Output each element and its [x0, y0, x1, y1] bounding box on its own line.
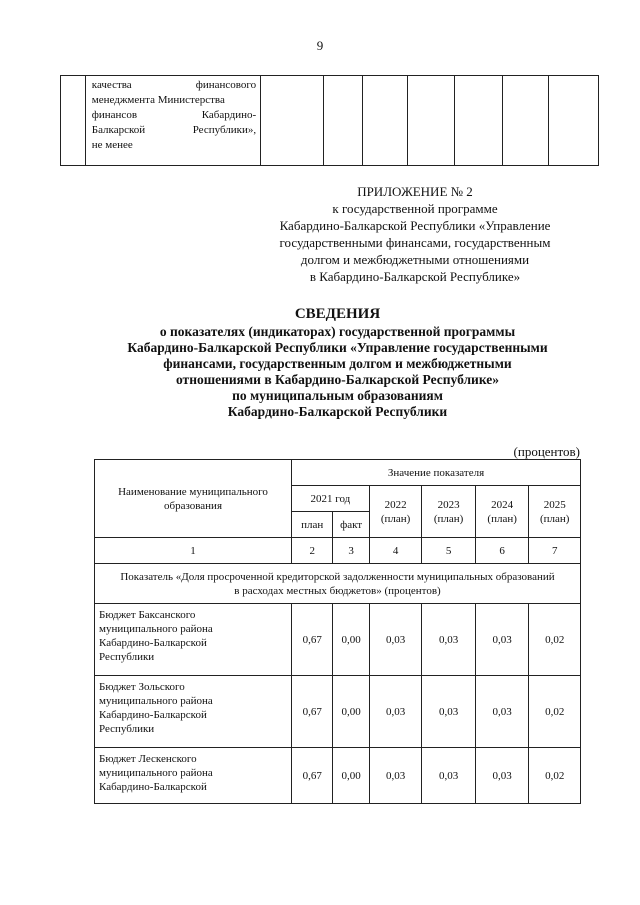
name-line: Кабардино-Балкарской: [99, 781, 207, 793]
name-line: Бюджет Баксанского: [99, 609, 196, 621]
table-cell: [455, 76, 503, 166]
municipality-name: [95, 748, 292, 804]
year-label: 2023: [437, 498, 460, 511]
header-plan: план: [292, 512, 333, 538]
name-line: муниципального района: [99, 767, 213, 779]
text-line: качества финансового: [91, 79, 257, 91]
municipality-name: [95, 604, 292, 676]
title-line: Кабардино-Балкарской Республики «Управление государственными: [127, 340, 548, 355]
year-label: 2022: [384, 498, 407, 511]
indicators-table: [94, 459, 581, 804]
value-cell: 0,03: [475, 604, 529, 676]
appendix-line: Кабардино-Балкарской Республики «Управление: [279, 218, 551, 233]
value-cell: 0,03: [369, 604, 422, 676]
value-cell: 0,00: [333, 748, 369, 804]
value-cell: 0,00: [333, 676, 369, 748]
table-cell: [502, 76, 549, 166]
appendix-line: государственными финансами, государственным: [279, 235, 551, 250]
page-number: 9: [316, 38, 324, 53]
year-label: 2024: [491, 498, 514, 511]
header-2021: 2021 год: [292, 486, 370, 512]
table-row: [95, 604, 581, 676]
text-line: Балкарской Республики»,: [91, 124, 257, 136]
value-cell: 0,03: [369, 748, 422, 804]
text-line: финансов Кабардино-: [91, 109, 257, 121]
year-label: 2025: [543, 498, 566, 511]
plan-label: (план): [487, 512, 517, 525]
appendix-caption: [250, 183, 580, 285]
title-line: по муниципальным образованиям: [232, 388, 443, 403]
text-line: менеджмента Министерства: [91, 94, 225, 106]
appendix-line: в Кабардино-Балкарской Республике»: [309, 269, 521, 284]
text-line: не менее: [91, 139, 133, 151]
column-number-row: [95, 538, 581, 564]
title-line: о показателях (индикаторах) государственной программы: [159, 324, 516, 339]
header-2024: [475, 486, 529, 538]
column-number: 4: [369, 538, 422, 564]
header-fact: факт: [333, 512, 369, 538]
header-value-cell: Значение показателя: [292, 460, 581, 486]
indicator-name-cell: [85, 76, 260, 166]
plan-label: (план): [433, 512, 464, 525]
name-line: Республики: [99, 651, 155, 663]
name-line: Кабардино-Балкарской: [99, 637, 207, 649]
column-number: 7: [529, 538, 581, 564]
name-line: Республики: [99, 723, 155, 735]
value-cell: 0,02: [529, 748, 581, 804]
value-cell: 0,03: [422, 748, 476, 804]
value-cell: 0,02: [529, 604, 581, 676]
name-line: муниципального района: [99, 695, 213, 707]
table-cell: [362, 76, 407, 166]
value-cell: 0,03: [422, 676, 476, 748]
header-2022: [369, 486, 422, 538]
name-line: муниципального района: [99, 623, 213, 635]
value-cell: 0,67: [292, 676, 333, 748]
value-cell: 0,67: [292, 748, 333, 804]
municipality-name: [95, 676, 292, 748]
table-cell: [261, 76, 324, 166]
value-cell: 0,03: [475, 676, 529, 748]
header-name-cell: [95, 460, 292, 538]
name-line: Бюджет Зольского: [99, 681, 185, 693]
value-cell: 0,67: [292, 604, 333, 676]
appendix-line: к государственной программе: [332, 201, 498, 216]
column-number: 2: [292, 538, 333, 564]
table-row: [95, 748, 581, 804]
value-cell: 0,03: [422, 604, 476, 676]
name-line: Кабардино-Балкарской: [99, 709, 207, 721]
column-number: 3: [333, 538, 369, 564]
table-cell: [61, 76, 86, 166]
appendix-title: ПРИЛОЖЕНИЕ № 2: [357, 184, 473, 199]
table-cell: [323, 76, 362, 166]
header-name-text: Наименование муниципального образования: [118, 485, 268, 512]
table-row: [95, 676, 581, 748]
value-cell: 0,00: [333, 604, 369, 676]
value-cell: 0,03: [369, 676, 422, 748]
plan-label: (план): [380, 512, 411, 525]
continuation-table: [60, 75, 599, 166]
title-line: Кабардино-Балкарской Республики: [227, 404, 448, 419]
title-line: финансами, государственным долгом и межбюджетными: [163, 356, 512, 371]
column-number: 5: [422, 538, 476, 564]
indicator-row: [95, 564, 581, 604]
header-2023: [422, 486, 476, 538]
value-cell: 0,03: [475, 748, 529, 804]
title-line: отношениями в Кабардино-Балкарской Республике»: [175, 372, 500, 387]
table-cell: [549, 76, 599, 166]
units-label: (процентов): [513, 444, 580, 459]
header-2025: [529, 486, 581, 538]
plan-label: (план): [539, 512, 570, 525]
value-cell: 0,02: [529, 676, 581, 748]
name-line: Бюджет Лескенского: [99, 753, 197, 765]
column-number: 1: [95, 538, 292, 564]
indicator-text: Показатель «Доля просроченной кредиторской задолженности муниципальных образований в расходах местных бюджетов» (процентов): [120, 570, 555, 597]
appendix-line: долгом и межбюджетными отношениями: [300, 252, 530, 267]
table-cell: [407, 76, 455, 166]
title-main: СВЕДЕНИЯ: [294, 306, 381, 322]
column-number: 6: [475, 538, 529, 564]
document-title: [70, 306, 605, 420]
